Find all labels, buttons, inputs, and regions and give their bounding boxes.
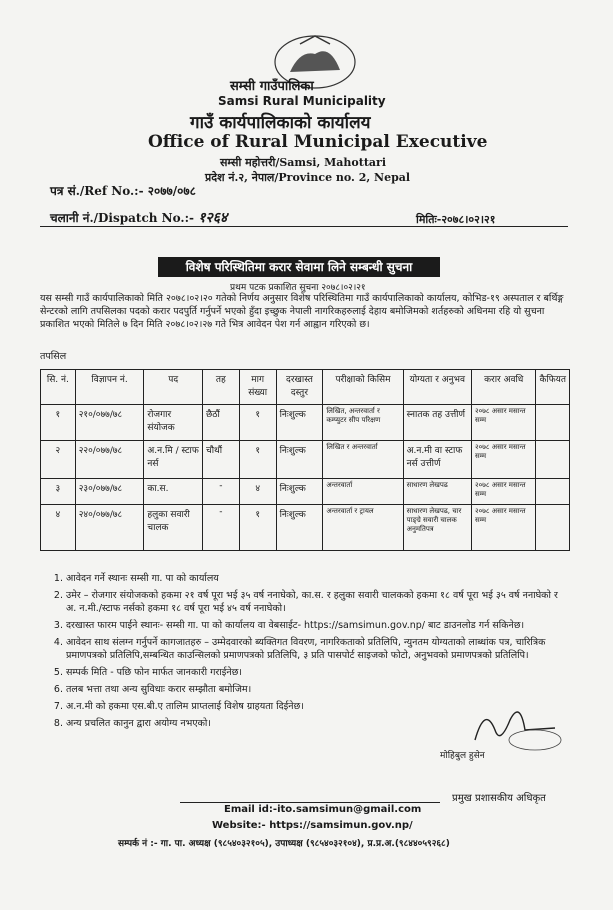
cell — [536, 479, 570, 505]
cell: २०७८ असार मसान्त सम्म — [472, 441, 536, 479]
cell — [536, 441, 570, 479]
publication-date: प्रथम पटक प्रकाशित सुचना २०७८।०२।२१ — [230, 283, 366, 293]
signatory-title: प्रमुख प्रशासकीय अधिकृत — [452, 793, 546, 804]
cell: १ — [239, 441, 276, 479]
footer-website[interactable]: Website:- https://samsimun.gov.np/ — [212, 820, 413, 831]
footer-divider — [180, 802, 440, 803]
cell: २४०/०७७/७८ — [75, 505, 144, 551]
ref-value: २०७७/०७८ — [147, 184, 196, 198]
cell: लिखित, अन्तरवार्ता र कम्प्युटर सीप परिक्षण — [323, 405, 403, 441]
cell: लिखित र अन्तरवार्ता — [323, 441, 403, 479]
cell: का.स. — [144, 479, 203, 505]
cell: १ — [239, 505, 276, 551]
col-demand: माग संख्या — [239, 370, 276, 405]
footer-email[interactable]: Email id:-ito.samsimun@gmail.com — [224, 804, 422, 815]
cell: साधारण लेखपढ — [403, 479, 471, 505]
cell: निःशुल्क — [276, 505, 323, 551]
cell: १ — [41, 405, 76, 441]
vacancy-table — [40, 369, 570, 551]
ref-label: पत्र सं./Ref No.:- — [50, 184, 144, 198]
tapasil-label: तपसिल — [40, 351, 67, 362]
col-exam: परीक्षाको किसिम — [323, 370, 403, 405]
cell: ४ — [239, 479, 276, 505]
notice-title: विशेष परिस्थितिमा करार सेवामा लिने सम्बन्धी सुचना — [158, 257, 440, 277]
col-duration: करार अवधि — [472, 370, 536, 405]
list-item: 8. अन्य प्रचलित कानुन द्वारा अयोग्य नभएको। — [66, 717, 568, 730]
cell: २१०/०७७/७८ — [75, 405, 144, 441]
signatory-name: मोहिबुल हुसेन — [440, 751, 485, 761]
table-row — [41, 479, 570, 505]
list-item: 3. दरखास्त फारम पाईने स्थानः- सम्सी गा. पा को कार्यालय वा वेबसाईट- https://samsimun.gov.np/ बाट डाउनलोड गर्न सकिनेछ। — [66, 619, 568, 632]
cell: अ.न.मि / स्टाफ नर्स — [144, 441, 203, 479]
cell: - — [202, 479, 239, 505]
cell: २०७८ असार मसान्त सम्म — [472, 405, 536, 441]
cell: चौथौं — [202, 441, 239, 479]
cell: छैठौं — [202, 405, 239, 441]
office-name-np: गाउँ कार्यपालिकाको कार्यालय — [190, 113, 371, 133]
dispatch-number — [50, 208, 227, 227]
cell: निःशुल्क — [276, 441, 323, 479]
header-divider — [40, 226, 568, 227]
cell: ४ — [41, 505, 76, 551]
municipality-name-np: सम्सी गाउँपालिका — [230, 79, 314, 94]
cell: - — [202, 505, 239, 551]
col-level: तह — [202, 370, 239, 405]
cell: स्नातक तह उत्तीर्ण — [403, 405, 471, 441]
col-sn: सि. नं. — [41, 370, 76, 405]
list-item: 7. अ.न.मी को हकमा एस.बी.ए तालिम प्राप्तलाई विशेष ग्राहयता दिईनेछ। — [66, 700, 568, 713]
cell: निःशुल्क — [276, 405, 323, 441]
cell — [536, 405, 570, 441]
col-ad-no: विज्ञापन नं. — [75, 370, 144, 405]
cell: साधारण लेखपढ, चार पाङ्ग्रे सवारी चालक अनुमतिपत्र — [403, 505, 471, 551]
list-item: 1. आवेदन गर्ने स्थानः सम्सी गा. पा को कार्यालय — [66, 572, 568, 585]
dispatch-value: १२६४ — [198, 210, 228, 226]
signature-icon — [455, 700, 565, 752]
list-item: 2. उमेर – रोजगार संयोजकको हकमा २१ वर्ष पूरा भई ३५ वर्ष ननाघेको, का.स. र हलुका सवारी चालकको हकमा १८ वर्ष पूरा भई ३५ वर्ष ननाघेको र अ. न.मी./स्टाफ नर्सको हकमा १८ वर्ष पूरा भई ४५ वर्ष ननाघेको। — [66, 589, 568, 615]
office-name-en: Office of Rural Municipal Executive — [148, 132, 488, 152]
cell: २०७८ असार मसान्त सम्म — [472, 505, 536, 551]
cell: निःशुल्क — [276, 479, 323, 505]
cell: २२०/०७७/७८ — [75, 441, 144, 479]
footer-contact: सम्पर्क नं :- गा. पा. अध्यक्ष (९८५४०३२१०५), उपाध्यक्ष (९८५४०३२१०४), प्र.प्र.अ.(९८४४०५९२६८) — [118, 839, 450, 849]
cell: रोजगार संयोजक — [144, 405, 203, 441]
dispatch-label: चलानी नं./Dispatch No.:- — [50, 211, 195, 225]
cell: अन्तरवार्ता र ट्रायल — [323, 505, 403, 551]
col-remarks: कैफियत — [536, 370, 570, 405]
list-item: 6. तलब भत्ता तथा अन्य सुविधाः करार सम्झौता बमोजिम। — [66, 683, 568, 696]
notice-body: यस सम्सी गाउँ कार्यपालिकाको मिति २०७८।०२।२० गतेको निर्णय अनुसार विशेष परिस्थितिमा गाउँ कार्यपालिकाको कार्यालय, कोभिड-१९ अस्पताल र बर्थिङ्ग सेन्टरको लागि तपसिलका पदको करार पदपुर्ति गर्नुपर्ने भएको हुँदा इच्छुक नेपाली नागरिकहरुलाई देहाय बमोजिमको शर्तहरुको अधिनमा रहि यो सुचना प्रकाशित भएको मितिले ७ दिन मिति २०७८।०२।२७ गते भित्र आवेदन पेश गर्न आह्वान गरिएको छ। — [40, 293, 564, 330]
list-item: 5. सम्पर्क मिति - पछि फोन मार्फत जानकारी गराईनेछ। — [66, 666, 568, 679]
table-row — [41, 405, 570, 441]
cell: २ — [41, 441, 76, 479]
ref-number — [50, 182, 196, 199]
col-fee: दरखास्त दस्तुर — [276, 370, 323, 405]
cell: १ — [239, 405, 276, 441]
cell: २०७८ असार मसान्त सम्म — [472, 479, 536, 505]
cell: २३०/०७७/७८ — [75, 479, 144, 505]
table-row — [41, 441, 570, 479]
table-row — [41, 505, 570, 551]
cell — [536, 505, 570, 551]
municipality-name-en: Samsi Rural Municipality — [218, 94, 386, 108]
col-post: पद — [144, 370, 203, 405]
province: प्रदेश नं.२, नेपाल/Province no. 2, Nepal — [205, 171, 411, 184]
list-item: 4. आवेदन साथ संलग्न गर्नुपर्ने कागजातहरु – उम्मेदवारको ब्यक्तिगत विवरण, नागरिकताको प्रतिलिपि, न्युनतम योग्यताको लाब्धांक पत्र, चारित्रिक प्रमाणपत्रको प्रतिलिपि,सम्बन्धित काउन्सिलको प्रमाणपत्रको प्रतिलिपि, ३ प्रति पासपोर्ट साइजको फोटो, अनुभवको प्रमाणपत्रको प्रतिलिपि। — [66, 636, 568, 662]
table-header-row — [41, 370, 570, 405]
cell: ३ — [41, 479, 76, 505]
col-qualification: योग्यता र अनुभव — [403, 370, 471, 405]
cell: अन्तरवार्ता — [323, 479, 403, 505]
address: सम्सी महोत्तरी/Samsi, Mahottari — [220, 156, 387, 169]
date: मितिः-२०७८।०२।२१ — [416, 213, 496, 226]
cell: अ.न.मी वा स्टाफ नर्स उत्तीर्ण — [403, 441, 471, 479]
cell: हलुका सवारी चालक — [144, 505, 203, 551]
